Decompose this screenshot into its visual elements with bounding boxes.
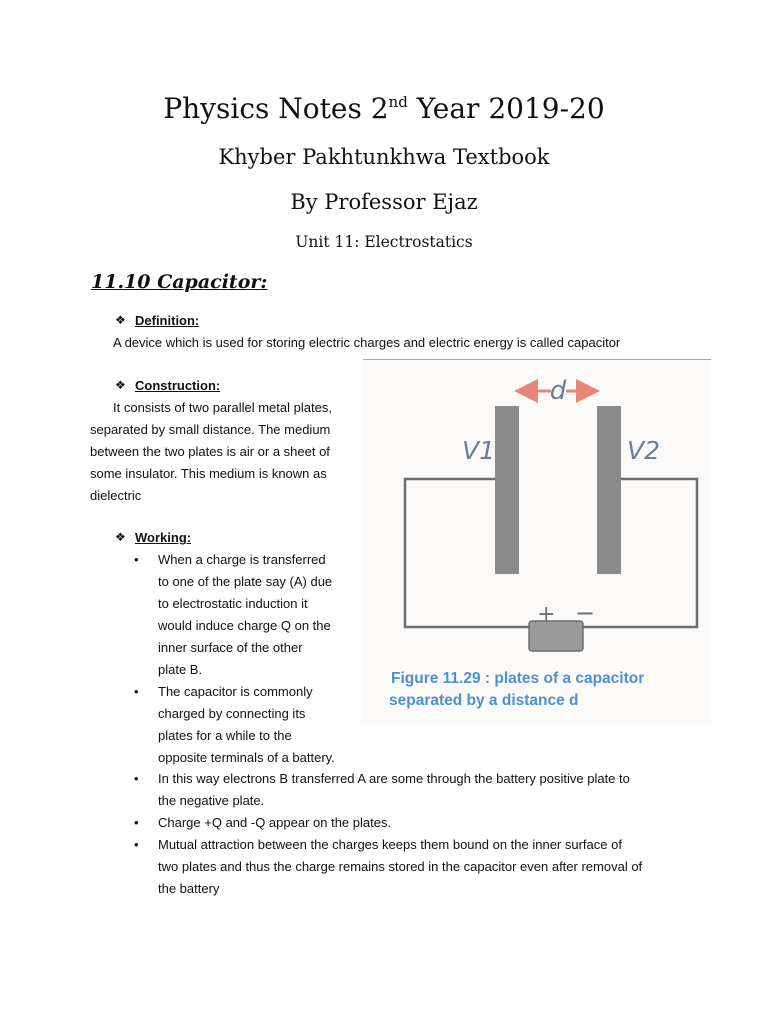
bullet-dot-icon: • [134,771,139,786]
construction-heading: Construction: [135,378,221,393]
working-line: to one of the plate say (A) due [158,574,333,589]
construction-line: separated by small distance. The medium [90,422,331,437]
bullet-dot-icon: • [134,552,139,567]
bullet-dot-icon: • [134,684,139,699]
definition-heading: Definition: [135,313,200,328]
construction-line: between the two plates is air or a sheet of [90,444,330,459]
working-line: In this way electrons B transferred A are some through the battery positive plate to [158,771,630,786]
working-line: Charge +Q and -Q appear on the plates. [158,815,392,830]
construction-line: It consists of two parallel metal plates, [113,400,332,415]
page-title: Physics Notes 2nd Year 2019-20 [163,92,605,125]
figure-caption-line-2: separated by a distance d [389,692,579,709]
diamond-bullet-icon: ❖ [115,530,126,544]
working-line: the battery [158,881,220,896]
construction-line: dielectric [90,488,142,503]
working-line: two plates and thus the charge remains stored in the capacitor even after removal of [158,859,643,874]
working-line: plate B. [158,662,203,677]
battery-minus-label: − [575,599,596,627]
distance-label: d [549,376,567,406]
construction-line: some insulator. This medium is known as [90,466,327,481]
battery-plus-label: + [537,602,556,627]
working-line: opposite terminals of a battery. [158,750,335,765]
section-heading: 11.10 Capacitor: [91,271,268,293]
working-line: to electrostatic induction it [158,596,308,611]
working-line: charged by connecting its [158,706,306,721]
capacitor-diagram [361,359,711,725]
diamond-bullet-icon: ❖ [115,313,126,327]
figure-caption-line-1: Figure 11.29 : plates of a capacitor [391,670,645,687]
working-line: The capacitor is commonly [158,684,313,699]
bullet-dot-icon: • [134,837,139,852]
page-subtitle: Khyber Pakhtunkhwa Textbook [218,145,550,169]
v2-label: V2 [627,436,661,465]
plate-left [495,406,519,574]
plate-right [597,406,621,574]
diamond-bullet-icon: ❖ [115,378,126,392]
v1-label: V1 [462,436,496,465]
bullet-dot-icon: • [134,815,139,830]
working-line: would induce charge Q on the [158,618,331,633]
working-line: plates for a while to the [158,728,292,743]
working-line: When a charge is transferred [158,552,326,567]
working-line: inner surface of the other [158,640,303,655]
working-line: Mutual attraction between the charges keeps them bound on the inner surface of [158,837,622,852]
author-line: By Professor Ejaz [290,190,478,214]
capacitor-figure [361,359,711,725]
definition-text: A device which is used for storing electric charges and electric energy is called capacitor [113,335,621,350]
working-heading: Working: [135,530,192,545]
unit-line: Unit 11: Electrostatics [295,233,473,251]
working-line: the negative plate. [158,793,265,808]
